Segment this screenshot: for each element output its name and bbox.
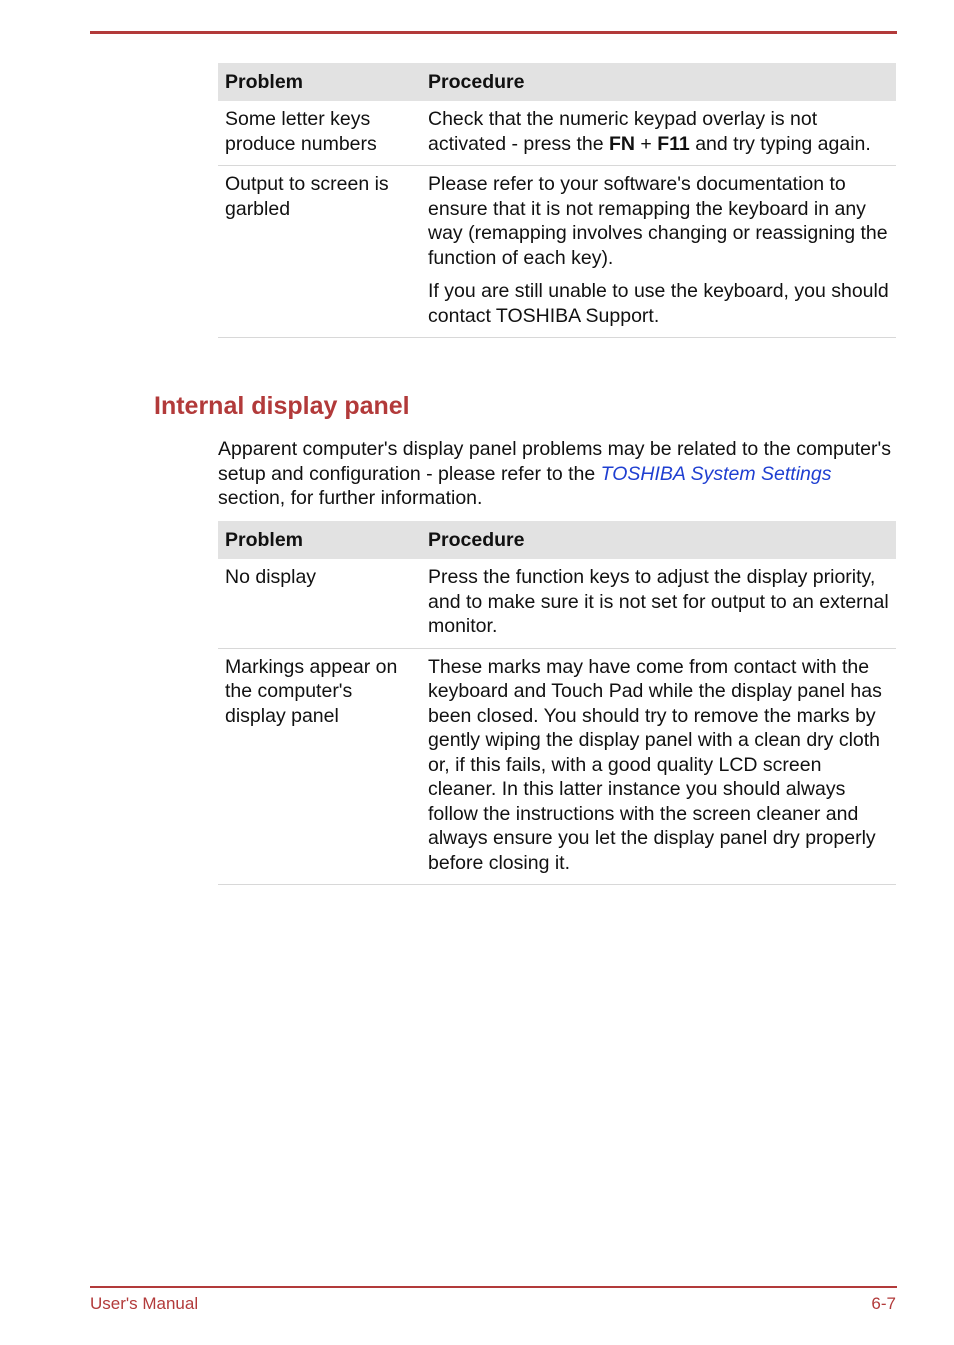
problem-cell: Some letter keys produce numbers xyxy=(218,101,421,166)
key-fn: FN xyxy=(609,132,636,155)
intro-text: section, for further information. xyxy=(218,487,483,509)
procedure-cell: Press the function keys to adjust the display priority, and to make sure it is not set for output to an external monitor. xyxy=(421,559,896,648)
problem-cell: Markings appear on the computer's display panel xyxy=(218,648,421,885)
section-intro xyxy=(218,437,898,511)
key-f11: F11 xyxy=(657,132,690,155)
procedure-cell xyxy=(421,101,896,166)
problem-cell: Output to screen is garbled xyxy=(218,166,421,338)
plus-sign: + xyxy=(635,132,658,155)
column-header-procedure: Procedure xyxy=(421,63,896,101)
procedure-text: Check that the numeric keypad overlay is not activated - press the xyxy=(428,108,818,155)
table-row xyxy=(218,559,896,648)
intro-text: Apparent computer's display panel problems may be related to the computer's setup and configuration - please refer to the xyxy=(218,438,891,485)
toshiba-system-settings-link[interactable]: TOSHIBA System Settings xyxy=(600,462,832,485)
procedure-cell: These marks may have come from contact with the keyboard and Touch Pad while the display panel has been closed. You should try to remove the marks by gently wiping the display panel with a clean dry cloth or, if this fails, with a good quality LCD screen cleaner. In this latter instance you should always follow the instructions with the screen cleaner and always ensure you let the display panel dry properly before closing it. xyxy=(421,648,896,885)
footer-manual-title: User's Manual xyxy=(90,1294,199,1313)
table-header-row xyxy=(218,521,896,559)
column-header-problem: Problem xyxy=(218,521,421,559)
procedure-paragraph: Please refer to your software's documentation to ensure that it is not remapping the keyboard in any way (remapping involves changing or reassigning the function of each key). xyxy=(428,173,888,269)
problem-cell: No display xyxy=(218,559,421,648)
keyboard-problems-table xyxy=(218,63,896,338)
table-row xyxy=(218,166,896,338)
procedure-paragraph: If you are still unable to use the keyboard, you should contact TOSHIBA Support. xyxy=(428,280,889,327)
column-header-problem: Problem xyxy=(218,63,421,101)
procedure-text: and try typing again. xyxy=(689,132,871,155)
procedure-cell xyxy=(421,166,896,338)
section-title: Internal display panel xyxy=(154,392,410,420)
table-row xyxy=(218,101,896,166)
table-header-row xyxy=(218,63,896,101)
page-number: 6-7 xyxy=(871,1294,896,1313)
header-rule xyxy=(90,31,897,34)
table-row xyxy=(218,648,896,885)
footer-rule xyxy=(90,1286,897,1288)
display-problems-table xyxy=(218,521,896,885)
column-header-procedure: Procedure xyxy=(421,521,896,559)
